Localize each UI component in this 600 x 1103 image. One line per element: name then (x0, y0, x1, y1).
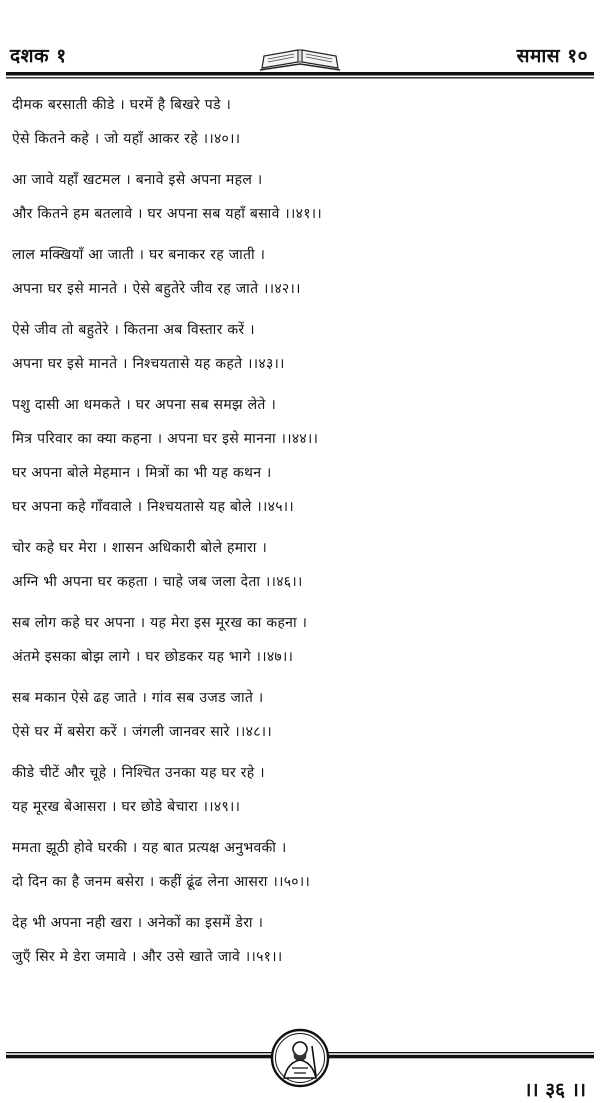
stanza (12, 313, 594, 381)
page-footer (0, 1020, 600, 1103)
stanza (12, 163, 594, 231)
stanza (12, 681, 594, 749)
verse-line: लाल मक्खियाँ आ जाती । घर बनाकर रह जाती । (12, 247, 266, 263)
verse-line: देह भी अपना नही खरा । अनेकों का इसमें डेरा । (12, 915, 264, 931)
verse-line: कीडे चीटें और चूहे । निश्चित उनका यह घर रहे । (12, 765, 265, 781)
samas-label: समास १० (516, 45, 588, 67)
verse-line: और कितने हम बतलावे । घर अपना सब यहाँ बसावे ।।४१।। (12, 206, 322, 222)
verse-line: मित्र परिवार का क्या कहना । अपना घर इसे मानना ।।४४।। (12, 431, 319, 447)
verse-line: यह मूरख बेआसरा । घर छोडे बेचारा ।।४९।। (12, 799, 241, 815)
header-divider (6, 72, 594, 79)
stanza (12, 756, 594, 824)
verse-line: सब लोग कहे घर अपना । यह मेरा इस मूरख का कहना । (12, 615, 308, 631)
page-number: ।। ३६ ।। (524, 1079, 586, 1101)
verse-line: अग्नि भी अपना घर कहता । चाहे जब जला देता ।।४६।। (12, 574, 303, 590)
stanza (12, 606, 594, 674)
verse-body (12, 88, 594, 981)
verse-line: चोर कहे घर मेरा । शासन अधिकारी बोले हमारा । (12, 540, 268, 556)
stanza (12, 906, 594, 974)
page-header (0, 0, 600, 80)
verse-line: पशु दासी आ धमकते । घर अपना सब समझ लेते । (12, 397, 277, 413)
verse-line: अंतमे इसका बोझ लागे । घर छोडकर यह भागे ।।४७।। (12, 649, 294, 665)
verse-line: ऐसे घर में बसेरा करें । जंगली जानवर सारे ।।४८।। (12, 724, 273, 740)
verse-line: ममता झूठी होवे घरकी । यह बात प्रत्यक्ष अनुभवकी । (12, 840, 287, 856)
stanza (12, 531, 594, 599)
verse-line: घर अपना बोले मेहमान । मित्रों का भी यह कथन । (12, 465, 272, 481)
verse-line: घर अपना कहे गाँववाले । निश्चयतासे यह बोले ।।४५।। (12, 499, 295, 515)
verse-line: दीमक बरसाती कीडे । घरमें है बिखरे पडे । (12, 97, 232, 113)
verse-line: सब मकान ऐसे ढह जाते । गांव सब उजड जाते । (12, 690, 264, 706)
stanza (12, 88, 594, 156)
verse-line: ऐसे कितने कहे । जो यहाँ आकर रहे ।।४०।। (12, 131, 241, 147)
verse-line: आ जावे यहाँ खटमल । बनावे इसे अपना महल । (12, 172, 263, 188)
stanza (12, 388, 594, 524)
dashak-label: दशक १ (10, 45, 67, 67)
verse-line: अपना घर इसे मानते । निश्चयतासे यह कहते ।।४३।। (12, 356, 285, 372)
open-book-icon (258, 46, 342, 74)
stanza (12, 238, 594, 306)
verse-line: जुएँ सिर मे डेरा जमावे । और उसे खाते जावे ।।५१।। (12, 949, 283, 965)
verse-line: अपना घर इसे मानते । ऐसे बहुतेरे जीव रह जाते ।।४२।। (12, 281, 301, 297)
verse-line: दो दिन का है जनम बसेरा । कहीं ढूंढ लेना आसरा ।।५०।। (12, 874, 311, 890)
stanza (12, 831, 594, 899)
verse-line: ऐसे जीव तो बहुतेरे । कितना अब विस्तार करें । (12, 322, 255, 338)
saint-portrait-icon (270, 1028, 330, 1088)
